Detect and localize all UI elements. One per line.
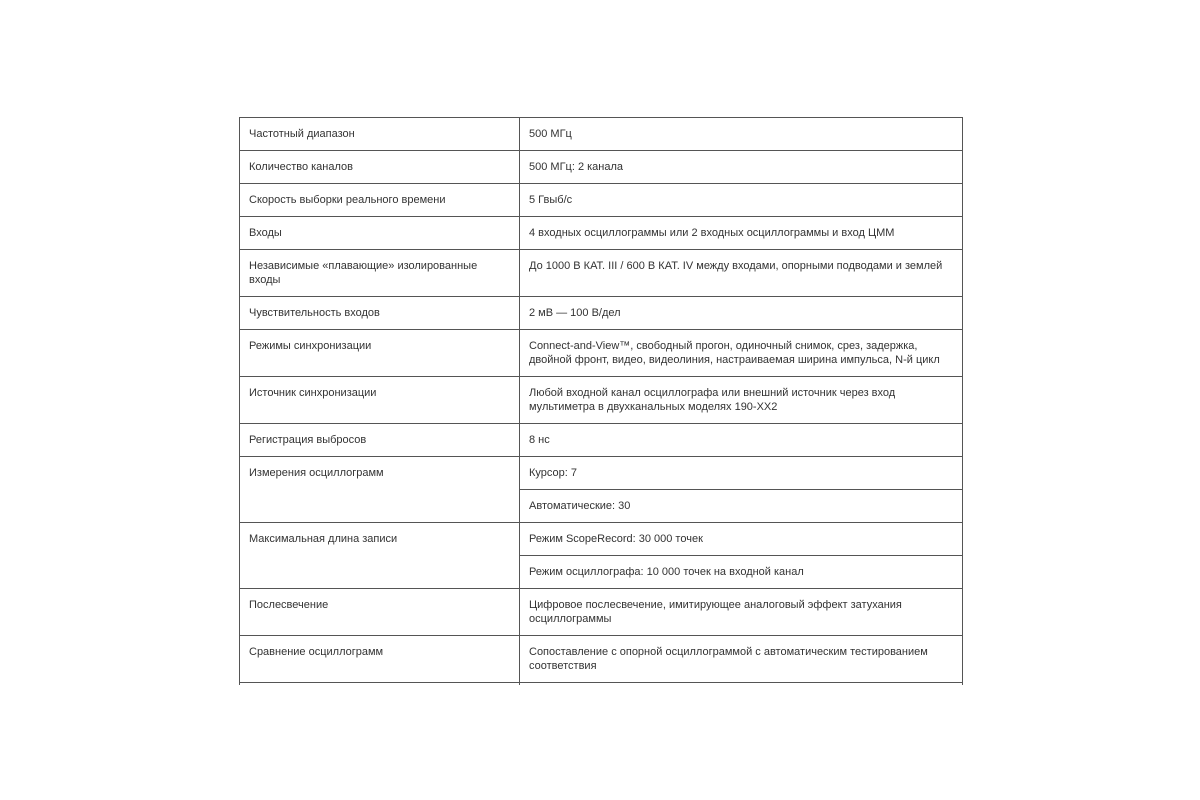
spec-table [239, 117, 963, 685]
spec-value: Курсор: 7 [520, 457, 963, 490]
spec-label: Независимые «плавающие» изолированные входы [240, 250, 520, 297]
table-row [240, 636, 963, 683]
table-row [240, 589, 963, 636]
spec-label: Максимальная длина записи [240, 523, 520, 589]
spec-label: Измерения осциллограмм [240, 457, 520, 523]
spec-label: Входы [240, 217, 520, 250]
spec-value: Режим ScopeRecord: 30 000 точек [520, 523, 963, 556]
spec-value: 500 МГц: 2 канала [520, 151, 963, 184]
spec-value: 500 МГц [520, 118, 963, 151]
spec-label: Послесвечение [240, 589, 520, 636]
table-row [240, 217, 963, 250]
table-row [240, 184, 963, 217]
spec-label-empty [240, 683, 520, 686]
spec-label: Регистрация выбросов [240, 424, 520, 457]
table-row [240, 297, 963, 330]
spec-value: Автоматические: 30 [520, 490, 963, 523]
table-row [240, 377, 963, 424]
spec-label: Скорость выборки реального времени [240, 184, 520, 217]
spec-value: Цифровое послесвечение, имитирующее аналоговый эффект затухания осциллограммы [520, 589, 963, 636]
spec-value: 4 входных осциллограммы или 2 входных осциллограммы и вход ЦММ [520, 217, 963, 250]
spec-label: Количество каналов [240, 151, 520, 184]
table-row [240, 330, 963, 377]
table-row [240, 457, 963, 490]
spec-value: Режим осциллографа: 10 000 точек на входной канал [520, 556, 963, 589]
spec-value: До 1000 В КАТ. III / 600 В КАТ. IV между входами, опорными подводами и землей [520, 250, 963, 297]
spec-label: Чувствительность входов [240, 297, 520, 330]
spec-value: 8 нс [520, 424, 963, 457]
spec-value: Connect-and-View™, свободный прогон, одиночный снимок, срез, задержка, двойной фронт, видео, видеолиния, настраиваемая ширина импульса, N-й цикл [520, 330, 963, 377]
spec-value-empty [520, 683, 963, 686]
table-row [240, 523, 963, 556]
table-row [240, 118, 963, 151]
spec-value: 2 мВ — 100 В/дел [520, 297, 963, 330]
spec-label: Источник синхронизации [240, 377, 520, 424]
spec-label: Частотный диапазон [240, 118, 520, 151]
spec-value: Сопоставление с опорной осциллограммой с автоматическим тестированием соответствия [520, 636, 963, 683]
spec-table-container [239, 117, 963, 685]
table-row [240, 424, 963, 457]
table-row [240, 250, 963, 297]
table-row-partial [240, 683, 963, 686]
spec-value: Любой входной канал осциллографа или внешний источник через вход мультиметра в двухканальных моделях 190-XX2 [520, 377, 963, 424]
spec-label: Режимы синхронизации [240, 330, 520, 377]
spec-value: 5 Гвыб/с [520, 184, 963, 217]
table-row [240, 151, 963, 184]
spec-label: Сравнение осциллограмм [240, 636, 520, 683]
